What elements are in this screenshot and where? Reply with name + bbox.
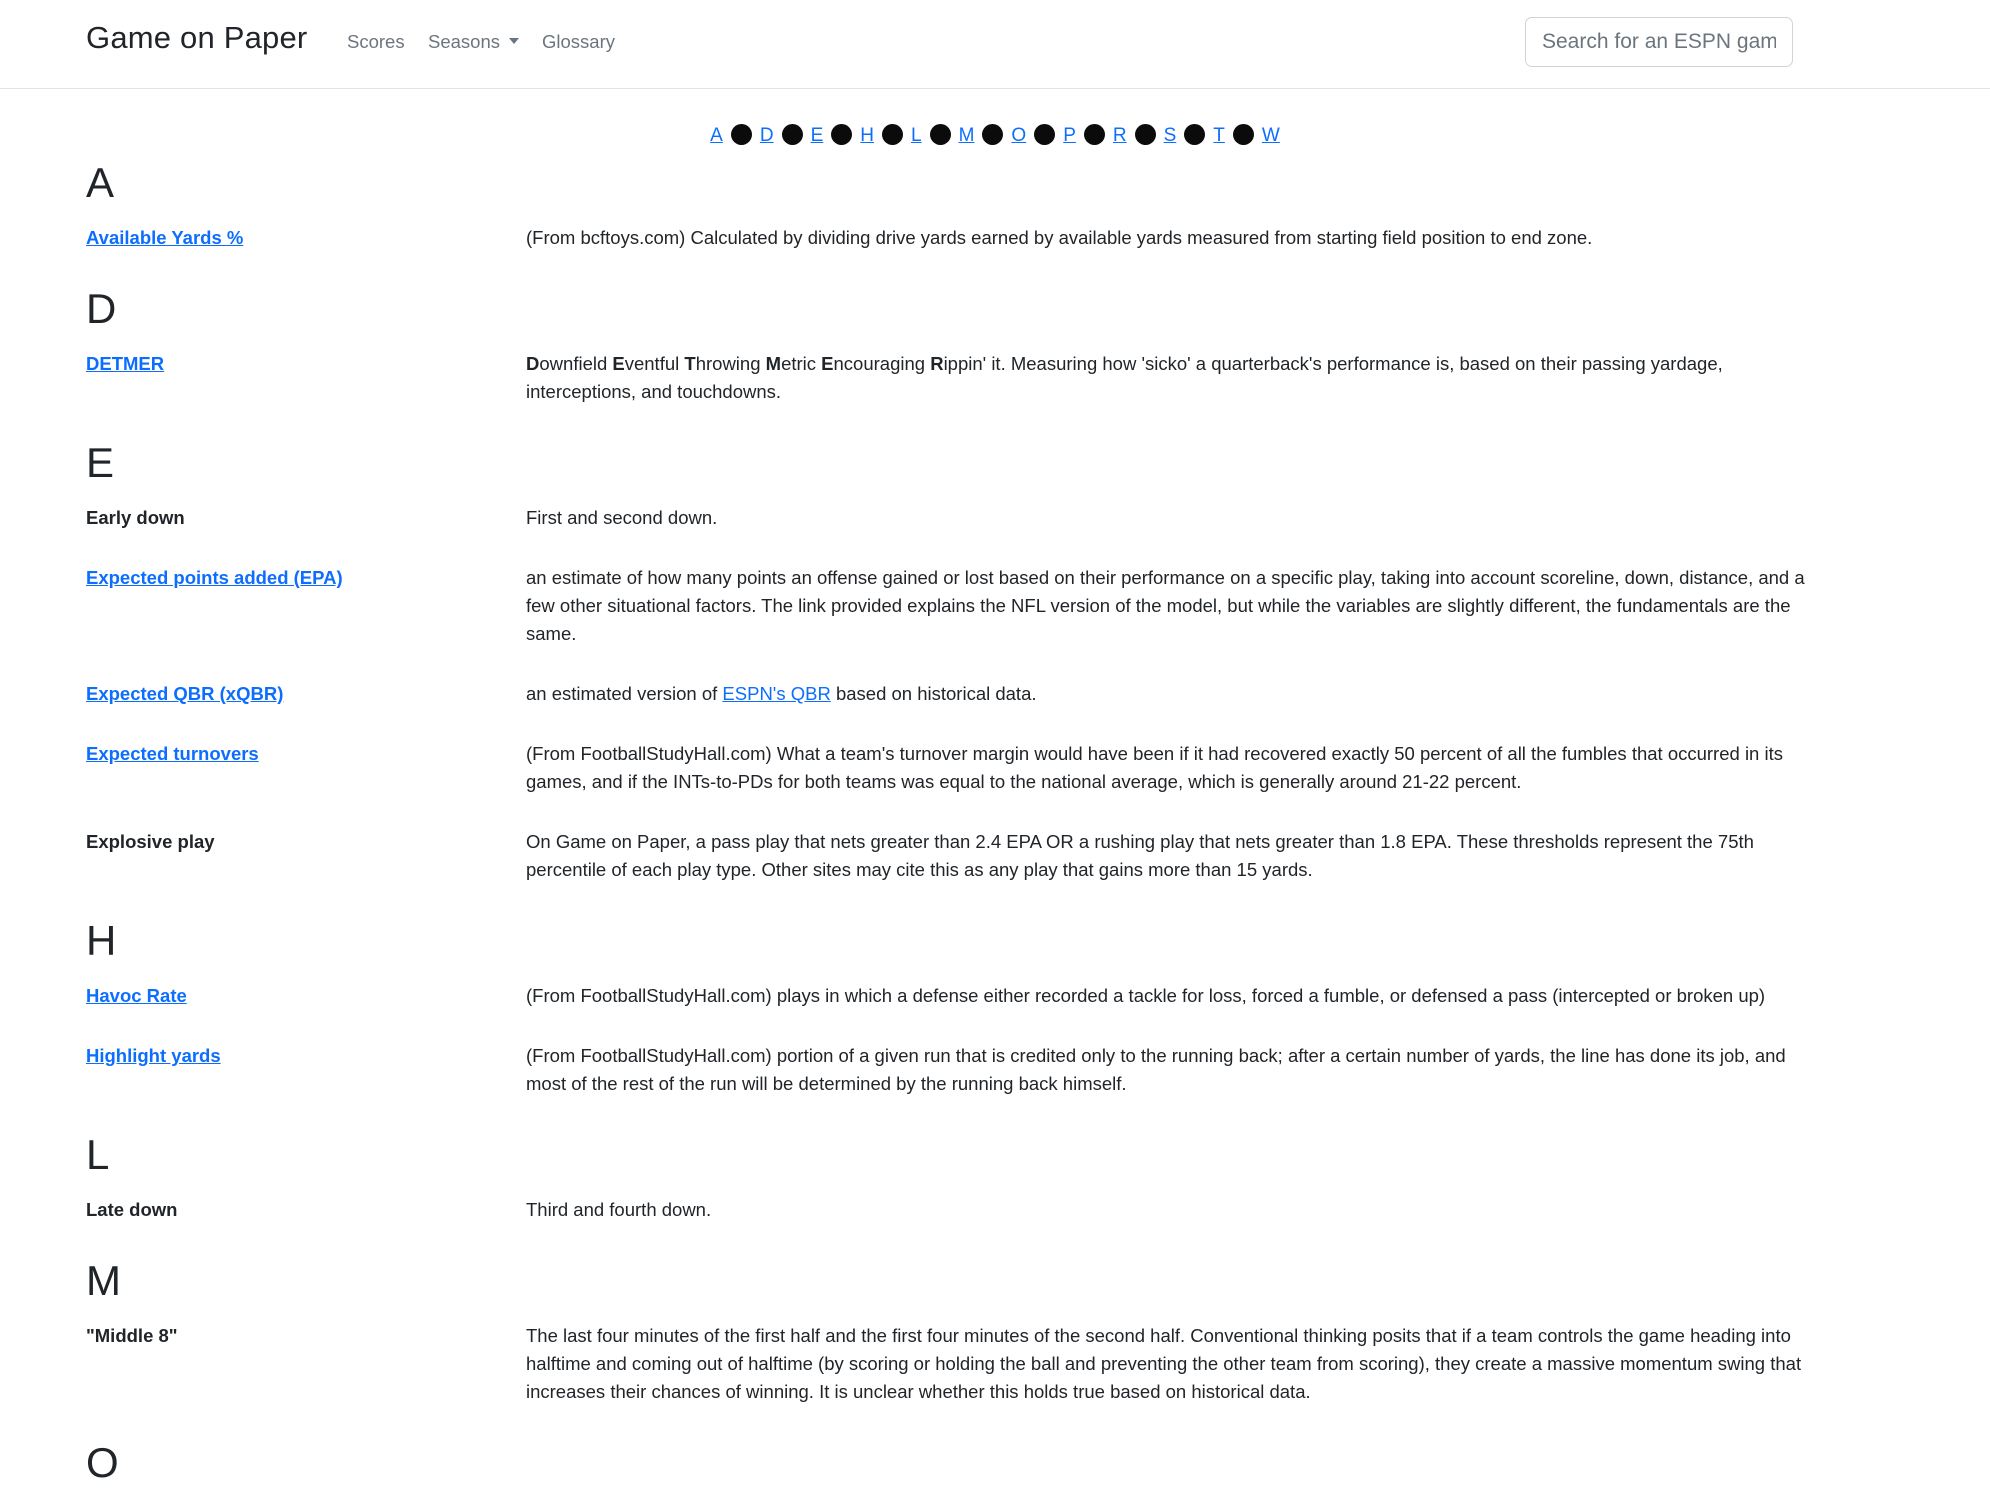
- alphabet-link-p[interactable]: P: [1063, 125, 1076, 146]
- section-h: [86, 916, 1816, 1098]
- term-cell: [86, 350, 526, 406]
- alphabet-link-l[interactable]: L: [911, 125, 922, 146]
- term-middle-8: "Middle 8": [86, 1325, 178, 1346]
- glossary-entry: [86, 1196, 1816, 1224]
- acronym-letter: D: [526, 353, 540, 374]
- term-cell: [86, 740, 526, 796]
- definition: (From FootballStudyHall.com) plays in which a defense either recorded a tackle for loss, forced a fumble, or defensed a pass (intercepted or broken up): [526, 985, 1766, 1006]
- section-m: [86, 1256, 1816, 1406]
- section-d: [86, 284, 1816, 406]
- separator-dot-icon: [982, 124, 1003, 145]
- term-cell: [86, 680, 526, 708]
- term-link-epa[interactable]: Expected points added (EPA): [86, 567, 343, 588]
- alphabet-link-h[interactable]: H: [860, 125, 874, 146]
- alphabet-link-e[interactable]: E: [810, 125, 824, 146]
- nav-seasons-dropdown[interactable]: [428, 31, 519, 53]
- definition: (From FootballStudyHall.com) What a team's turnover margin would have been if it had recovered exactly 50 percent of all the fumbles that occurred in its games, and if the INTs-to-PDs for both teams was equal to the national average, which is generally around 21-22 percent.: [526, 743, 1783, 792]
- section-e: [86, 438, 1816, 884]
- definition-text: hrowing: [695, 353, 766, 374]
- nav-scores-link[interactable]: Scores: [347, 31, 405, 52]
- section-heading-d: D: [86, 285, 117, 332]
- glossary-entry: [86, 1322, 1816, 1406]
- alphabet-link-s[interactable]: S: [1163, 125, 1177, 146]
- definition: Third and fourth down.: [526, 1199, 712, 1220]
- separator-dot-icon: [782, 124, 803, 145]
- alphabet-link-a[interactable]: A: [710, 125, 723, 146]
- term-late-down: Late down: [86, 1199, 178, 1220]
- brand-logo-link[interactable]: Game on Paper: [86, 20, 308, 55]
- term-link-detmer[interactable]: DETMER: [86, 353, 165, 374]
- search-input[interactable]: [1525, 17, 1793, 67]
- term-explosive-play: Explosive play: [86, 831, 215, 852]
- glossary-entry: [86, 740, 1816, 796]
- separator-dot-icon: [731, 124, 752, 145]
- definition-text: an estimated version of: [526, 683, 723, 704]
- chevron-down-icon: [509, 38, 519, 44]
- section-heading-o: O: [86, 1439, 119, 1486]
- separator-dot-icon: [882, 124, 903, 145]
- alphabet-index: [0, 124, 1990, 148]
- alphabet-link-o[interactable]: O: [1011, 125, 1027, 146]
- top-navbar: [0, 0, 1990, 89]
- term-early-down: Early down: [86, 507, 185, 528]
- term-link-expected-turnovers[interactable]: Expected turnovers: [86, 743, 259, 764]
- separator-dot-icon: [1034, 124, 1055, 145]
- definition-text: ventful: [624, 353, 685, 374]
- glossary-entry: [86, 828, 1816, 884]
- definition-detmer: [526, 350, 1816, 406]
- glossary-entry: [86, 350, 1816, 406]
- section-heading-m: M: [86, 1257, 121, 1304]
- section-l: [86, 1130, 1816, 1224]
- definition: (From FootballStudyHall.com) portion of a given run that is credited only to the running back; after a certain number of yards, the line has done its job, and most of the rest of the run will be determined by the running back himself.: [526, 1045, 1786, 1094]
- separator-dot-icon: [1233, 124, 1254, 145]
- alphabet-link-w[interactable]: W: [1261, 125, 1280, 146]
- glossary-entry: [86, 564, 1816, 648]
- section-o: [86, 1438, 1816, 1488]
- acronym-letter: M: [765, 353, 782, 374]
- glossary-content: [86, 158, 1816, 1510]
- section-heading-e: E: [86, 439, 115, 486]
- separator-dot-icon: [831, 124, 852, 145]
- separator-dot-icon: [1135, 124, 1156, 145]
- term-link-xqbr[interactable]: Expected QBR (xQBR): [86, 683, 284, 704]
- nav-seasons-label: Seasons: [428, 31, 500, 52]
- separator-dot-icon: [1184, 124, 1205, 145]
- glossary-entry: [86, 680, 1816, 708]
- definition: First and second down.: [526, 507, 718, 528]
- section-heading-l: L: [86, 1131, 110, 1178]
- glossary-entry: [86, 504, 1816, 532]
- definition-xqbr: [526, 680, 1816, 708]
- term-link-highlight-yards[interactable]: Highlight yards: [86, 1045, 221, 1066]
- alphabet-link-t[interactable]: T: [1213, 125, 1225, 146]
- definition: The last four minutes of the first half and the first four minutes of the second half. Conventional thinking posits that if a team controls the game heading into halftime and coming out of halftime (by scoring or holding the ball and preventing the other team from scoring), they create a massive momentum swing that increases their chances of winning. It is unclear whether this holds true based on historical data.: [526, 1325, 1802, 1402]
- alphabet-link-m[interactable]: M: [958, 125, 975, 146]
- acronym-letter: T: [684, 353, 696, 374]
- term-cell: [86, 982, 526, 1010]
- section-heading-h: H: [86, 917, 117, 964]
- nav-glossary-link[interactable]: Glossary: [542, 31, 615, 52]
- definition: an estimate of how many points an offense gained or lost based on their performance on a specific play, taking into account scoreline, down, distance, and a few other situational factors. The link provided explains the NFL version of the model, but while the variables are slightly different, the fundamentals are the same.: [526, 567, 1805, 644]
- espn-qbr-link[interactable]: ESPN's QBR: [722, 683, 831, 704]
- term-link-available-yards[interactable]: Available Yards %: [86, 227, 244, 248]
- section-heading-a: A: [86, 159, 115, 206]
- acronym-letter: E: [612, 353, 625, 374]
- term-cell: [86, 1042, 526, 1098]
- alphabet-link-d[interactable]: D: [759, 125, 774, 146]
- definition: On Game on Paper, a pass play that nets greater than 2.4 EPA OR a rushing play that nets greater than 1.8 EPA. These thresholds represent the 75th percentile of each play type. Other sites may cite this as any play that gains more than 15 yards.: [526, 831, 1754, 880]
- definition-text: etric: [781, 353, 822, 374]
- definition-text: based on historical data.: [830, 683, 1037, 704]
- term-cell: [86, 224, 526, 252]
- acronym-letter: E: [821, 353, 834, 374]
- alphabet-link-r[interactable]: R: [1112, 125, 1127, 146]
- term-link-havoc-rate[interactable]: Havoc Rate: [86, 985, 187, 1006]
- section-a: [86, 158, 1816, 252]
- separator-dot-icon: [930, 124, 951, 145]
- definition-text: ippin' it. Measuring how 'sicko' a quarterback's performance is, based on their passing yardage, interceptions, and touchdowns.: [526, 353, 1723, 402]
- acronym-letter: R: [930, 353, 944, 374]
- definition: (From bcftoys.com) Calculated by dividing drive yards earned by available yards measured from starting field position to end zone.: [526, 227, 1593, 248]
- separator-dot-icon: [1084, 124, 1105, 145]
- term-cell: [86, 564, 526, 648]
- glossary-entry: [86, 982, 1816, 1010]
- definition-text: ownfield: [539, 353, 613, 374]
- definition-text: ncouraging: [833, 353, 931, 374]
- glossary-entry: [86, 224, 1816, 252]
- glossary-entry: [86, 1042, 1816, 1098]
